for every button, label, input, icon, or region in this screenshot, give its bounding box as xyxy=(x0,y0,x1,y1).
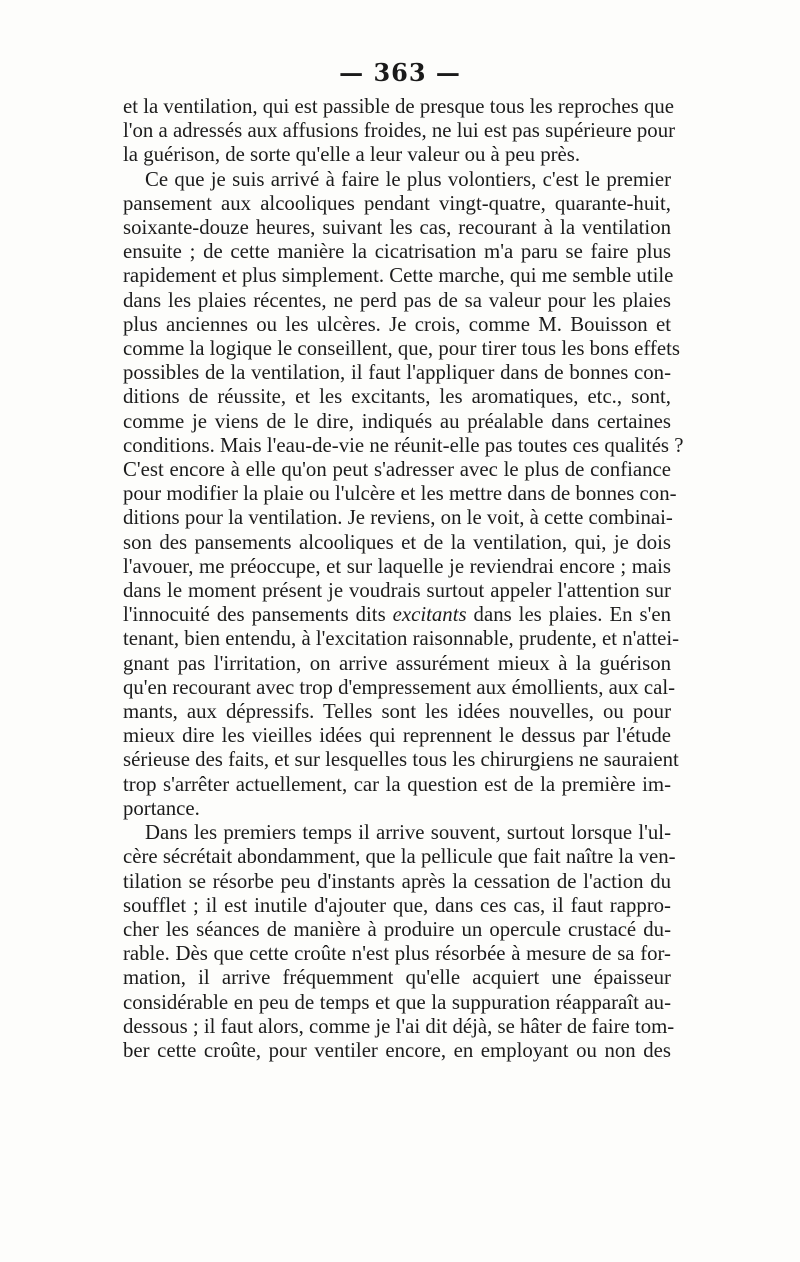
text-segment: dans les plaies. En s'en xyxy=(466,603,672,627)
text-line: C'est encore à elle qu'on peut s'adresser avec le plus de confiance xyxy=(123,458,671,482)
text-line: mants, aux dépressifs. Telles sont les idées nouvelles, ou pour xyxy=(123,700,671,724)
paragraph-2 xyxy=(123,167,684,821)
text-line: l'on a adressés aux affusions froides, ne lui est pas supérieure pour xyxy=(123,119,676,143)
text-line: tilation se résorbe peu d'instants après la cessation de l'action du xyxy=(123,869,671,893)
text-line: possibles de la ventilation, il faut l'appliquer dans de bonnes con- xyxy=(123,361,671,385)
text-line: conditions. Mais l'eau-de-vie ne réunit-elle pas toutes ces qualités ? xyxy=(123,433,684,457)
text-line: soixante-douze heures, suivant les cas, recourant à la ventilation xyxy=(123,216,671,240)
text-line: tenant, bien entendu, à l'excitation raisonnable, prudente, et n'attei- xyxy=(123,627,680,651)
text-line: plus anciennes ou les ulcères. Je crois, comme M. Bouisson et xyxy=(123,312,671,336)
page-number: — 363 — xyxy=(339,58,461,87)
text-line: mation, il arrive fréquemment qu'elle acquiert une épaisseur xyxy=(123,966,671,990)
text-line: mieux dire les vieilles idées qui reprennent le dessus par l'étude xyxy=(123,724,671,748)
text-line: comme je viens de le dire, indiqués au préalable dans certaines xyxy=(123,409,671,433)
text-line: l'avouer, me préoccupe, et sur laquelle je reviendrai encore ; mais xyxy=(123,554,671,578)
text-line: la guérison, de sorte qu'elle a leur valeur ou à peu près. xyxy=(123,143,581,167)
text-line: qu'en recourant avec trop d'empressement aux émollients, aux cal- xyxy=(123,675,676,699)
text-line: ditions de réussite, et les excitants, les aromatiques, etc., sont, xyxy=(123,385,671,409)
text-line: pour modifier la plaie ou l'ulcère et les mettre dans de bonnes con- xyxy=(123,482,677,506)
text-line-with-italic xyxy=(123,603,671,627)
text-line: gnant pas l'irritation, on arrive assurément mieux à la guérison xyxy=(123,651,671,675)
text-line: soufflet ; il est inutile d'ajouter que, dans ces cas, il faut rappro- xyxy=(123,893,671,917)
text-line: pansement aux alcooliques pendant vingt-quatre, quarante-huit, xyxy=(123,191,671,215)
text-line: rable. Dès que cette croûte n'est plus résorbée à mesure de sa for- xyxy=(123,942,671,966)
text-line: ditions pour la ventilation. Je reviens, on le voit, à cette combinai- xyxy=(123,506,673,530)
paragraph-3 xyxy=(123,821,676,1063)
text-line: portance. xyxy=(123,796,200,820)
text-line: rapidement et plus simplement. Cette marche, qui me semble utile xyxy=(123,264,674,288)
text-line: trop s'arrêter actuellement, car la question est de la première im- xyxy=(123,772,671,796)
text-line: et la ventilation, qui est passible de presque tous les reproches que xyxy=(123,95,674,118)
text-line: cère sécrétait abondamment, que la pellicule que fait naître la ven- xyxy=(123,845,676,869)
text-line: ensuite ; de cette manière la cicatrisation m'a paru se faire plus xyxy=(123,240,671,264)
paragraph-1 xyxy=(123,95,676,168)
text-line: sérieuse des faits, et sur lesquelles tous les chirurgiens ne sauraient xyxy=(123,748,679,772)
text-segment: l'innocuité des pansements dits xyxy=(123,603,386,627)
text-line: dans les plaies récentes, ne perd pas de sa valeur pour les plaies xyxy=(123,288,671,312)
text-line: dessous ; il faut alors, comme je l'ai dit déjà, se hâter de faire tom- xyxy=(123,1014,675,1038)
italic-word: excitants xyxy=(392,603,467,627)
text-line: considérable en peu de temps et que la suppuration réapparaît au- xyxy=(123,990,671,1014)
text-line: cher les séances de manière à produire un opercule crustacé du- xyxy=(123,917,671,941)
text-line: comme la logique le conseillent, que, pour tirer tous les bons effets xyxy=(123,337,680,361)
text-line: ber cette croûte, pour ventiler encore, en employant ou non des xyxy=(123,1038,671,1062)
text-line: Dans les premiers temps il arrive souvent, surtout lorsque l'ul- xyxy=(145,821,671,845)
text-line: son des pansements alcooliques et de la ventilation, qui, je dois xyxy=(123,530,671,554)
body-text xyxy=(123,95,684,1063)
text-line: dans le moment présent je voudrais surtout appeler l'attention sur xyxy=(123,579,671,603)
text-line: Ce que je suis arrivé à faire le plus volontiers, c'est le premier xyxy=(145,167,671,191)
